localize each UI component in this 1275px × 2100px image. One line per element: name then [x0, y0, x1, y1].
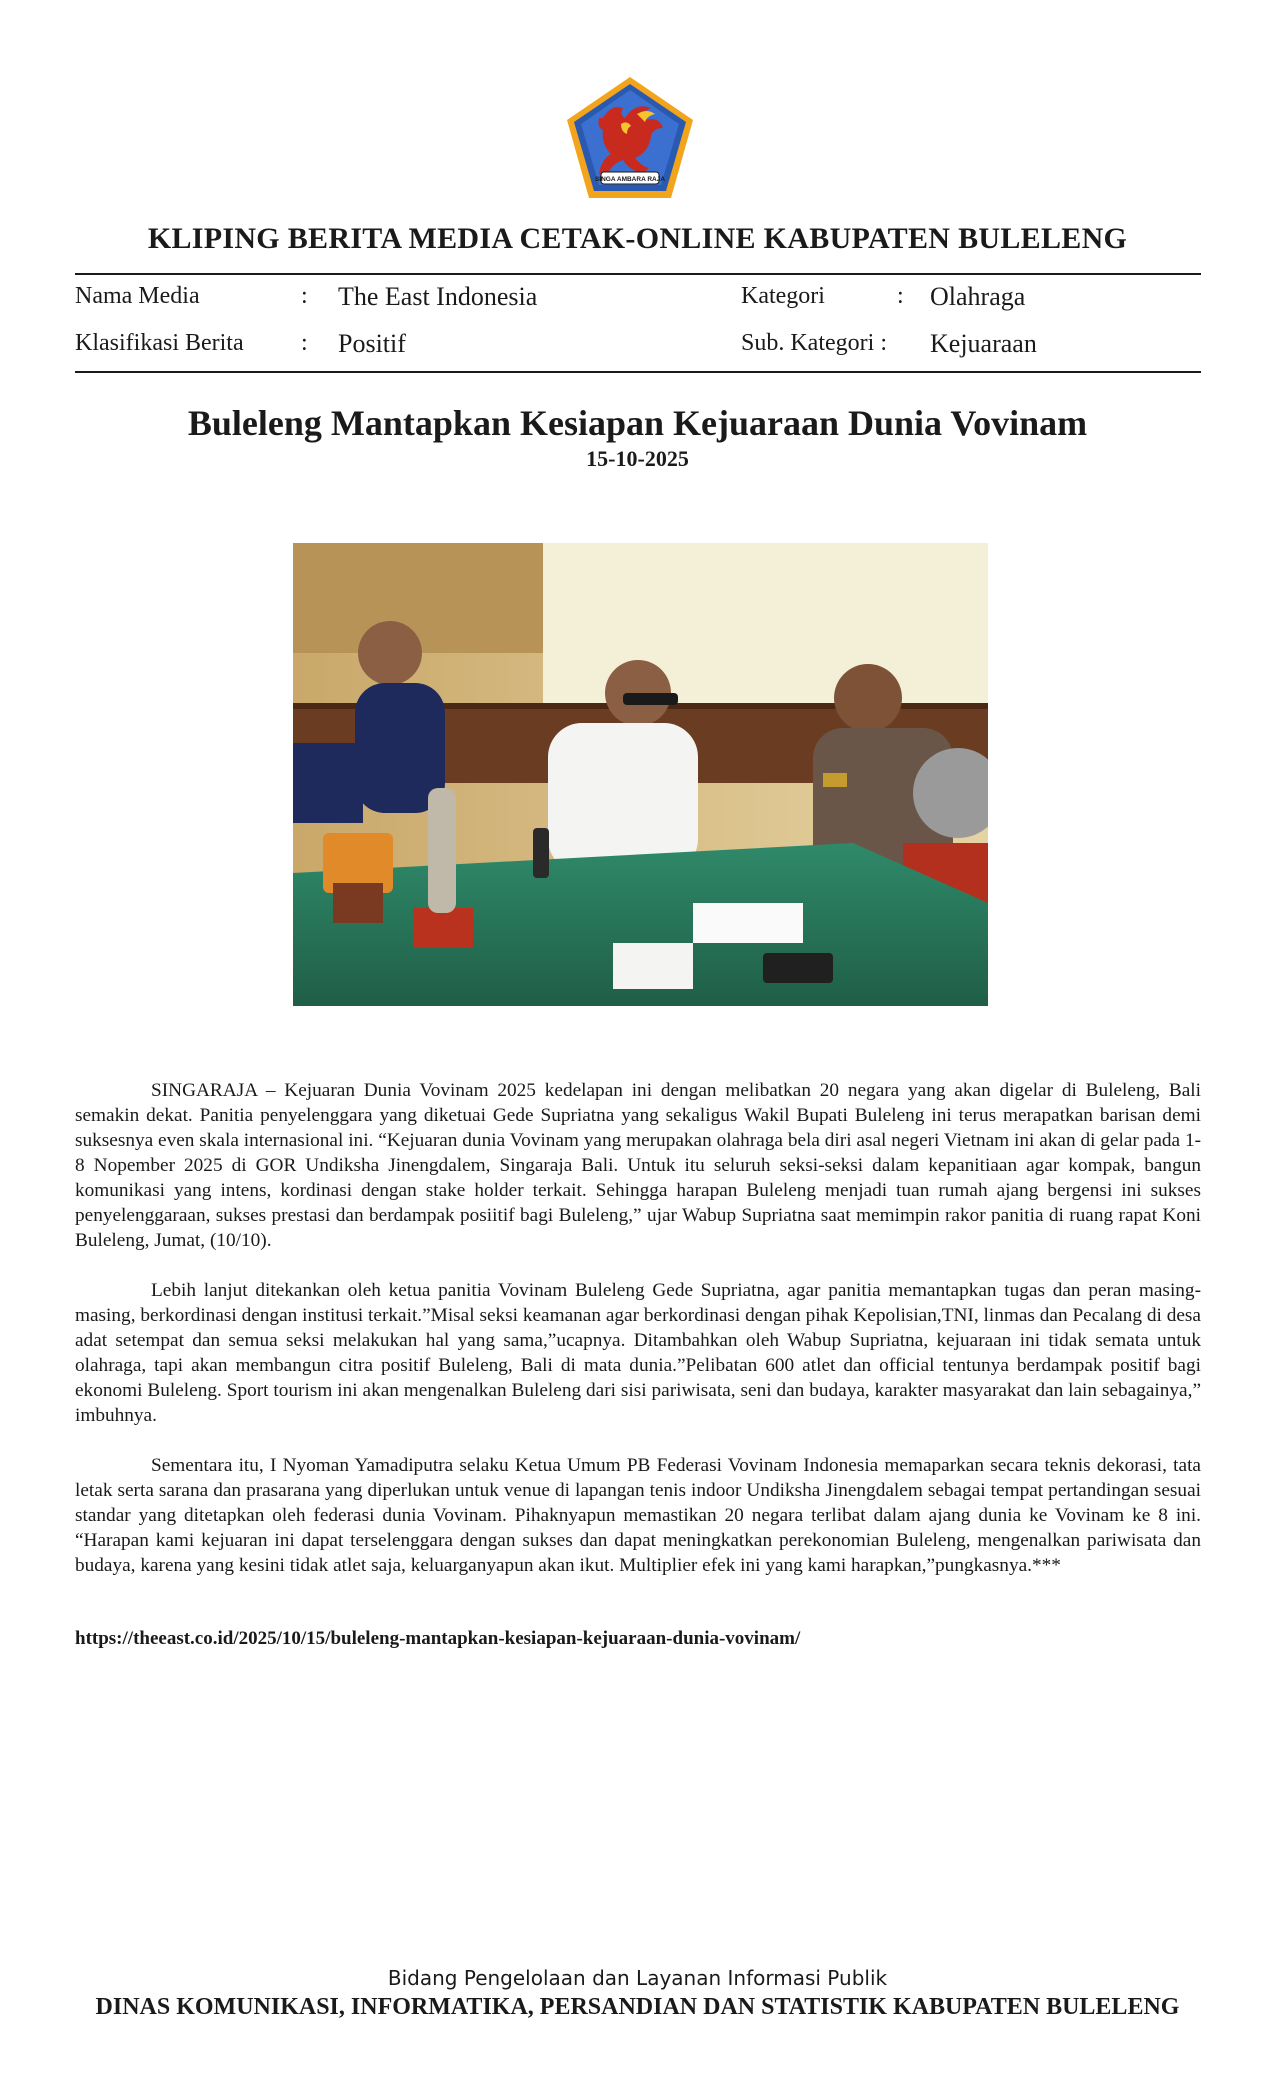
article-photo: [293, 543, 988, 1006]
nama-media-label: Nama Media: [75, 283, 200, 309]
klasifikasi-value: Positif: [338, 329, 406, 358]
nama-media-value: The East Indonesia: [338, 282, 538, 311]
sub-kategori-label: Sub. Kategori :: [741, 330, 887, 356]
page-header-title: KLIPING BERITA MEDIA CETAK-ONLINE KABUPATEN BULELENG: [147, 222, 1128, 255]
kategori-colon: :: [897, 283, 904, 309]
nama-media-colon: :: [301, 283, 308, 309]
klasifikasi-colon: :: [301, 330, 308, 356]
header-divider-bottom: [75, 371, 1201, 373]
kategori-label: Kategori: [741, 283, 825, 309]
kategori-value: Olahraga: [930, 282, 1026, 311]
article-paragraph-1: SINGARAJA – Kejuaran Dunia Vovinam 2025 kedelapan ini dengan melibatkan 20 negara yang akan digelar di Buleleng, Bali semakin dekat. Panitia penyelenggara yang diketuai Gede Supriatna yang sekaligus Wakil Bupati Buleleng ini terus merapatkan barisan demi suksesnya even skala internasional ini. “Kejuaran dunia Vovinam yang merupakan olahraga bela diri asal negeri Vietnam ini akan di gelar pada 1-8 Nopember 2025 di GOR Undiksha Jinengdalem, Singaraja Bali. Untuk itu seluruh seksi-seksi dalam kepanitiaan agar kompak, bangun komunikasi yang intens, kordinasi dengan stake holder terkait. Sehingga harapan Buleleng menjadi tuan rumah ajang bergensi ini sukses penyelenggaraan, sukses prestasi dan berdampak posiitif bagi Buleleng,” ujar Wabup Supriatna saat memimpin rakor panitia di ruang rapat Koni Buleleng, Jumat, (10/10).: [75, 1080, 1201, 1251]
source-url-link[interactable]: https://theeast.co.id/2025/10/15/buleleng-mantapkan-kesiapan-kejuaraan-dunia-vovinam/: [75, 1628, 801, 1649]
sub-kategori-value: Kejuaraan: [930, 329, 1037, 358]
footer-agency: DINAS KOMUNIKASI, INFORMATIKA, PERSANDIAN DAN STATISTIK KABUPATEN BULELENG: [95, 1994, 1180, 2020]
article-paragraph-3: Sementara itu, I Nyoman Yamadiputra selaku Ketua Umum PB Federasi Vovinam Indonesia memaparkan secara teknis dekorasi, tata letak serta sarana dan prasarana yang diperlukan untuk venue di lapangan tenis indoor Undiksha Jinengdalem sebagai tempat pertandingan sesuai standar yang ditetapkan oleh federasi dunia Vovinam. Pihaknyapun memastikan 20 negara terlibat dalam ajang dunia ke Vovinam ke 8 ini. “Harapan kami kejuaran ini dapat terselenggara dengan sukses dan dapat meningkatkan perekonomian Buleleng, mengenalkan pariwisata dan budaya, karena yang kesini tidak atlet saja, keluarganyapun akan ikut. Multiplier efek ini yang kami harapkan,”pungkasnya.***: [75, 1455, 1201, 1576]
article-paragraph-2: Lebih lanjut ditekankan oleh ketua panitia Vovinam Buleleng Gede Supriatna, agar panitia memantapkan tugas dan peran masing-masing, berkordinasi dengan institusi terkait.”Misal seksi keamanan agar berkordinasi dengan pihak Kepolisian,TNI, linmas dan Pecalang di desa adat setempat dan semua seksi melakukan hal yang sama,”ucapnya. Ditambahkan oleh Wabup Supriatna, kejuaraan ini tidak semata untuk olahraga, tapi akan membangun citra positif Buleleng, Bali di mata dunia.”Pelibatan 600 atlet dan official tentunya berdampak positif bagi ekonomi Buleleng. Sport tourism ini akan mengenalkan Buleleng dari sisi pariwisata, seni dan budaya, karakter masyarakat dan lain sebagainya,” imbuhnya.: [75, 1280, 1201, 1426]
crest-motto: SINGA AMBARA RAJA: [594, 176, 666, 183]
article-date: 15-10-2025: [586, 446, 689, 471]
klasifikasi-label: Klasifikasi Berita: [75, 330, 244, 356]
buleleng-crest-logo: [563, 74, 697, 202]
article-title: Buleleng Mantapkan Kesiapan Kejuaraan Dunia Vovinam: [187, 403, 1088, 443]
footer-department: Bidang Pengelolaan dan Layanan Informasi Publik: [387, 1966, 888, 1990]
header-divider-top: [75, 273, 1201, 275]
